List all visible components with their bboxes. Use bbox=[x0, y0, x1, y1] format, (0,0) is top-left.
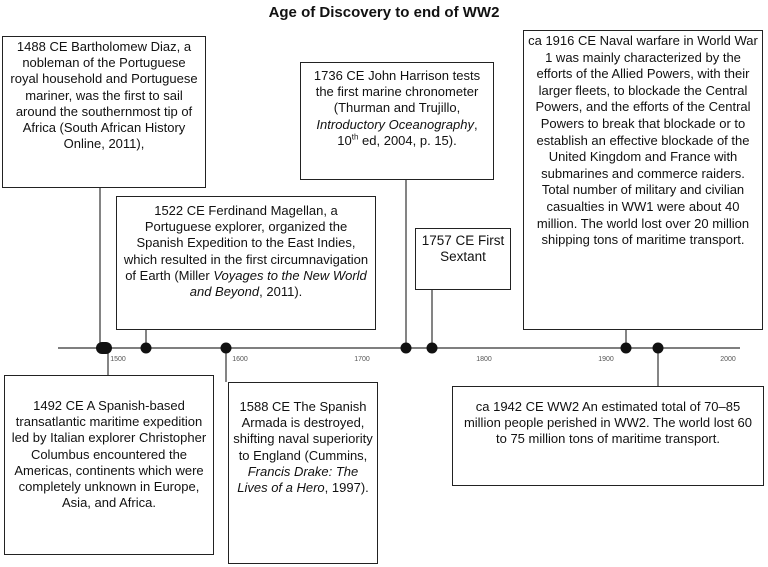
diagram-title: Age of Discovery to end of WW2 bbox=[268, 4, 500, 21]
marker-diaz-columbus bbox=[96, 342, 112, 354]
marker-sextant bbox=[427, 343, 438, 354]
tick-label-1800: 1800 bbox=[476, 356, 492, 363]
event-box-ww2 bbox=[452, 386, 764, 486]
event-citation-magellan: Voyages to the New World and Beyond bbox=[189, 267, 367, 300]
event-citation-armada: Francis Drake: The Lives of a Hero bbox=[237, 463, 359, 496]
event-text-sextant: 1757 CE First Sextant bbox=[421, 233, 505, 265]
event-edition-sup-harrison: th bbox=[351, 132, 359, 142]
tick-label-2000: 2000 bbox=[720, 356, 736, 363]
event-box-harrison bbox=[300, 62, 494, 180]
tick-label-1700: 1700 bbox=[354, 356, 370, 363]
event-text-diaz: 1488 CE Bartholomew Diaz, a nobleman of the Portuguese royal household and Portuguese mariner, was the first to sail around the southernmost tip of Africa (South African History Online, 2011), bbox=[10, 39, 198, 152]
marker-magellan bbox=[141, 343, 152, 354]
marker-harrison bbox=[401, 343, 412, 354]
tick-label-1600: 1600 bbox=[232, 356, 248, 363]
event-edition-harrison: , 10 bbox=[337, 116, 478, 148]
event-tail-harrison: ed, 2004, p. 15). bbox=[358, 132, 457, 148]
event-box-diaz bbox=[2, 36, 206, 188]
event-box-sextant bbox=[415, 228, 511, 290]
event-text-magellan: 1522 CE Ferdinand Magellan, a Portuguese explorer, organized the Spanish Expedition to the East Indies, which resulted in the first circumnavigation of Earth (Miller bbox=[123, 203, 369, 283]
event-text-columbus: 1492 CE A Spanish-based transatlantic maritime expedition led by Italian explorer Christopher Columbus encountered the Americas, continents which were completely unknown in Europe, Asia, and Africa. bbox=[11, 398, 207, 511]
event-text-ww1: ca 1916 CE Naval warfare in World War 1 was mainly characterized by the efforts of the Allied Powers, with their larger fleets, to blockade the Central Powers, and the efforts of the Central Powers to break that blockade or to establish an effective blockade of the United Kingdom and France with submarines and commerce raiders. Total number of military and civilian casualties in WW1 were about 40 million. The world lost over 20 million shipping tons of maritime transport. bbox=[528, 33, 758, 248]
event-tail-magellan: , 2011). bbox=[259, 284, 303, 300]
event-text-ww2: ca 1942 CE WW2 An estimated total of 70–85 million people perished in WW2. The world lost 60 to 75 million tons of maritime transport. bbox=[463, 399, 753, 447]
event-citation-harrison: Introductory Oceanography bbox=[316, 116, 474, 132]
event-tail-armada: , 1997). bbox=[324, 480, 369, 496]
marker-ww1 bbox=[621, 343, 632, 354]
marker-armada bbox=[221, 343, 232, 354]
event-box-ww1 bbox=[523, 30, 763, 330]
event-box-columbus bbox=[4, 375, 214, 555]
marker-ww2 bbox=[653, 343, 664, 354]
tick-label-1500: 1500 bbox=[110, 356, 126, 363]
event-text-armada: 1588 CE The Spanish Armada is destroyed, shifting naval superiority to England (Cummins, bbox=[233, 399, 373, 463]
event-box-armada bbox=[228, 382, 378, 564]
event-box-magellan bbox=[116, 196, 376, 330]
event-text-harrison: 1736 CE John Harrison tests the first marine chronometer (Thurman and Trujillo, bbox=[313, 68, 481, 116]
tick-label-1900: 1900 bbox=[598, 356, 614, 363]
